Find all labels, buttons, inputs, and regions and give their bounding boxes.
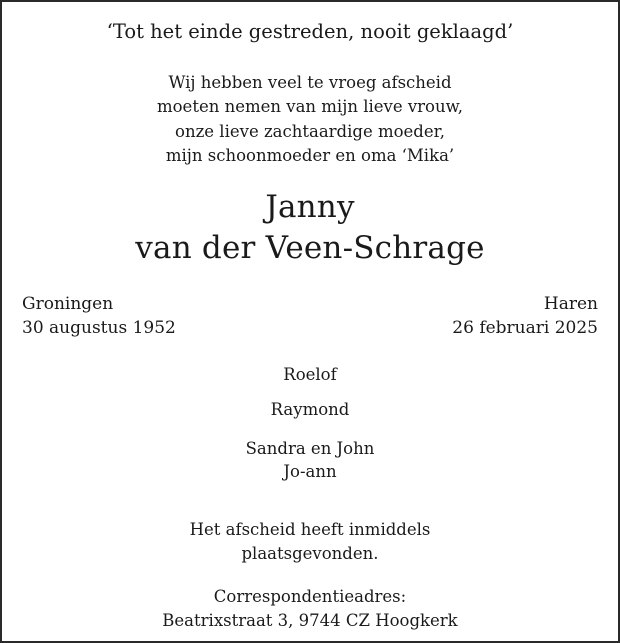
- verse-line: moeten nemen van mijn lieve vrouw,: [156, 97, 464, 117]
- birth-place: Groningen: [22, 294, 114, 314]
- death-date: 26 februari 2025: [452, 318, 598, 338]
- farewell-notice: [2, 518, 618, 566]
- correspondence-address: Beatrixstraat 3, 9744 CZ Hoogkerk: [162, 611, 458, 630]
- family-child: Sandra en John: [245, 439, 375, 458]
- verse-line: onze lieve zachtaardige moeder,: [175, 121, 445, 141]
- deceased-first-name: Janny: [265, 189, 355, 225]
- notice-line: plaatsgevonden.: [241, 544, 379, 563]
- verse-line: Wij hebben veel te vroeg afscheid: [168, 73, 452, 92]
- family-child: Raymond: [270, 400, 350, 419]
- correspondence: [2, 585, 618, 633]
- deceased-surname: van der Veen-Schrage: [135, 230, 485, 266]
- family-group: [2, 438, 618, 483]
- correspondence-label: Correspondentieadres:: [213, 587, 407, 606]
- family-spouse: Roelof: [283, 365, 337, 384]
- verse-line: mijn schoonmoeder en oma ‘Mika’: [165, 145, 455, 165]
- notice-line: Het afscheid heeft inmiddels: [189, 520, 431, 539]
- motto: ‘Tot het einde gestreden, nooit geklaagd’: [106, 20, 514, 43]
- birth-info: [22, 292, 176, 340]
- death-info: [452, 292, 598, 340]
- verse: [2, 71, 618, 168]
- family-grandchild: Jo-ann: [283, 461, 337, 481]
- birth-date: 30 augustus 1952: [22, 318, 176, 338]
- death-place: Haren: [543, 294, 598, 314]
